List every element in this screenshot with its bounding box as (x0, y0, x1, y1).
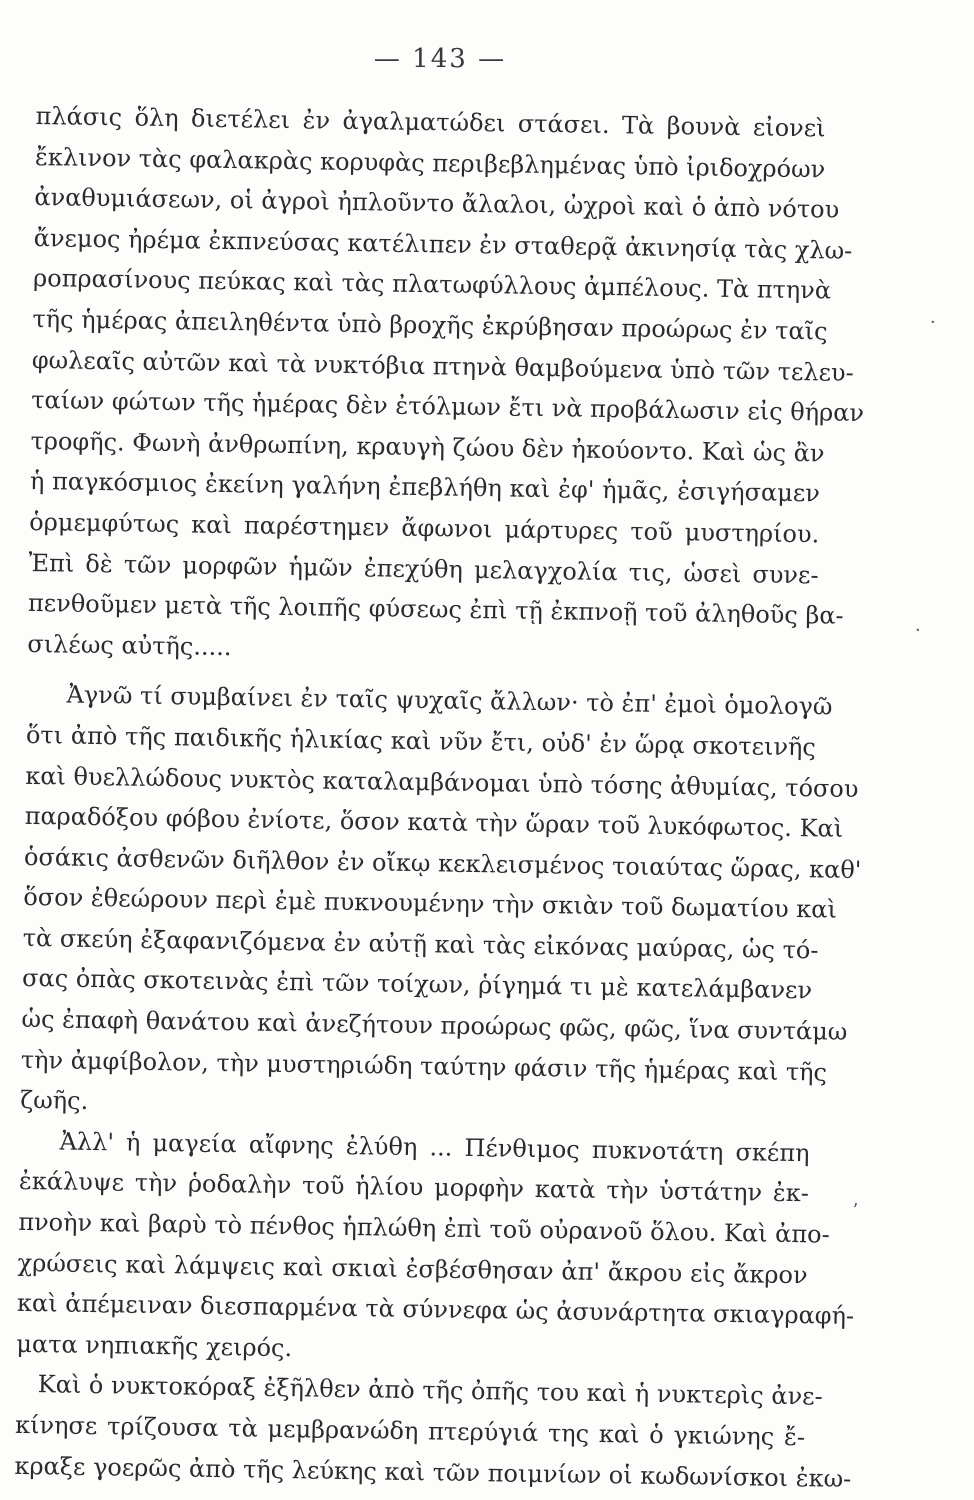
margin-speck: ʼ (852, 1200, 858, 1221)
text-line: ἀναθυμιάσεων, οἱ ἀγροὶ ἠπλοῦντο ἄλαλοι, ὠχροὶ καὶ ὁ ἀπὸ νότου (34, 183, 840, 224)
text-line: τροφῆς. Φωνὴ ἀνθρωπίνη, κραυγὴ ζώου δὲν ἠκούοντο. Καὶ ὡς ἂν (30, 426, 825, 468)
margin-speck: · (915, 620, 921, 641)
text-line: πλάσις ὅλη διετέλει ἐν ἀγαλματώδει στάσει. Τὰ βουνὰ εἰονεὶ (35, 101, 826, 143)
text-line: καὶ θυελλώδους νυκτὸς καταλαμβάνομαι ὑπὸ τόσης ἀθυμίας, τόσου (25, 761, 859, 803)
text-line: Ἀγνῶ τί συμβαίνει ἐν ταῖς ψυχαῖς ἄλλων· τὸ ἐπ' ἐμοὶ ὁμολογῶ (66, 680, 833, 721)
text-line: Ἐπὶ δὲ τῶν μορφῶν ἡμῶν ἐπεχύθη μελαγχολία τις, ὡσεὶ συνε- (28, 548, 819, 589)
text-line: ροπρασίνους πεύκας καὶ τὰς πλατωφύλλους ἀμπέλους. Τὰ πτηνὰ (32, 264, 832, 305)
text-line: ὁσάκις ἀσθενῶν διῆλθον ἐν οἴκῳ κεκλεισμένος τοιαύτας ὥρας, καθ' (23, 842, 862, 884)
text-line: ἐκάλυψε τὴν ῥοδαλὴν τοῦ ἡλίου μορφὴν κατὰ τὴν ὑστάτην ἐκ- (18, 1167, 810, 1208)
text-line: ὅσον ἐθεώρουν περὶ ἐμὲ πυκνουμένην τὴν σκιὰν τοῦ δωματίου καὶ (23, 883, 838, 924)
text-line: τῆς ἡμέρας ἀπειληθέντα ὑπὸ βροχῆς ἐκρύβησαν προώρως ἐν ταῖς (32, 304, 828, 346)
text-line: Ἀλλ' ἡ μαγεία αἴφνης ἐλύθη ... Πένθιμος πυκνοτάτη σκέπη (59, 1127, 810, 1168)
text-line: ματα νηπιακῆς χειρός. (16, 1329, 293, 1362)
text-line: ταίων φώτων τῆς ἡμέρας δὲν ἐτόλμων ἔτι νὰ προβάλωσιν εἰς θήραν (31, 386, 865, 428)
text-line: ὡς ἐπαφὴ θανάτου καὶ ἀνεζήτουν προώρως φῶς, φῶς, ἵνα συντάμω (21, 1004, 848, 1046)
margin-speck: · (930, 312, 936, 333)
text-line: ὅτι ἀπὸ τῆς παιδικῆς ἡλικίας καὶ νῦν ἔτι, οὐδ' ἐν ὥρᾳ σκοτεινῆς (25, 720, 817, 762)
text-line: πενθοῦμεν μετὰ τῆς λοιπῆς φύσεως ἐπὶ τῇ ἐκπνοῇ τοῦ ἀληθοῦς βα- (27, 589, 844, 630)
text-line: Καὶ ὁ νυκτοκόραξ ἐξῆλθεν ἀπὸ τῆς ὀπῆς του καὶ ἡ νυκτερὶς ἀνε- (37, 1370, 823, 1411)
text-line: χρώσεις καὶ λάμψεις καὶ σκιαὶ ἐσβέσθησαν ἀπ' ἄκρου εἰς ἄκρον (17, 1248, 808, 1289)
text-line: τὰ σκεύη ἐξαφανιζόμενα ἐν αὐτῇ καὶ τὰς εἰκόνας μαύρας, ὡς τό- (22, 923, 819, 965)
body-text (14, 96, 865, 1498)
text-line: κραξε γοερῶς ἀπὸ τῆς λεύκης καὶ τῶν ποιμνίων οἱ κωδωνίσκοι ἐκω- (14, 1451, 852, 1493)
text-line: παραδόξου φόβου ἐνίοτε, ὅσον κατὰ τὴν ὥραν τοῦ λυκόφωτος. Καὶ (24, 802, 844, 843)
text-line: ἄνεμος ἠρέμα ἐκπνεύσας κατέλιπεν ἐν σταθερᾷ ἀκινησίᾳ τὰς χλω- (33, 223, 853, 265)
text-line: σας ὀπὰς σκοτεινὰς ἐπὶ τῶν τοίχων, ῥίγημά τι μὲ κατελάμβανεν (21, 964, 813, 1005)
text-line: σιλέως αὐτῆς..... (27, 629, 232, 661)
text-line: καὶ ἀπέμειναν διεσπαρμένα τὰ σύννεφα ὡς ἀσυνάρτητα σκιαγραφή- (16, 1289, 855, 1331)
text-line: κίνησε τρίζουσα τὰ μεμβρανώδη πτερύγιά της καὶ ὁ γκιώνης ἔ- (14, 1410, 806, 1452)
text-line: τὴν ἀμφίβολον, τὴν μυστηριώδη ταύτην φάσιν τῆς ἡμέρας καὶ τῆς (20, 1045, 828, 1087)
text-line: ζωῆς. (20, 1086, 89, 1116)
text-line: ὁρμεμφύτως καὶ παρέστημεν ἄφωνοι μάρτυρες τοῦ μυστηρίου. (29, 507, 820, 549)
text-line: φωλεαῖς αὐτῶν καὶ τὰ νυκτόβια πτηνὰ θαμβούμενα ὑπὸ τῶν τελευ- (31, 345, 854, 387)
text-line: ἔκλινον τὰς φαλακρὰς κορυφὰς περιβεβλημένας ὑπὸ ἰριδοχρόων (34, 142, 826, 183)
page-number: — 143 — (373, 44, 507, 74)
text-line: πνοὴν καὶ βαρὺ τὸ πένθος ἡπλώθη ἐπὶ τοῦ οὐρανοῦ ὅλου. Καὶ ἀπο- (18, 1207, 830, 1249)
text-line: ἡ παγκόσμιος ἐκείνη γαλήνη ἐπεβλήθη καὶ ἐφ' ἡμᾶς, ἐσιγήσαμεν (29, 467, 821, 508)
